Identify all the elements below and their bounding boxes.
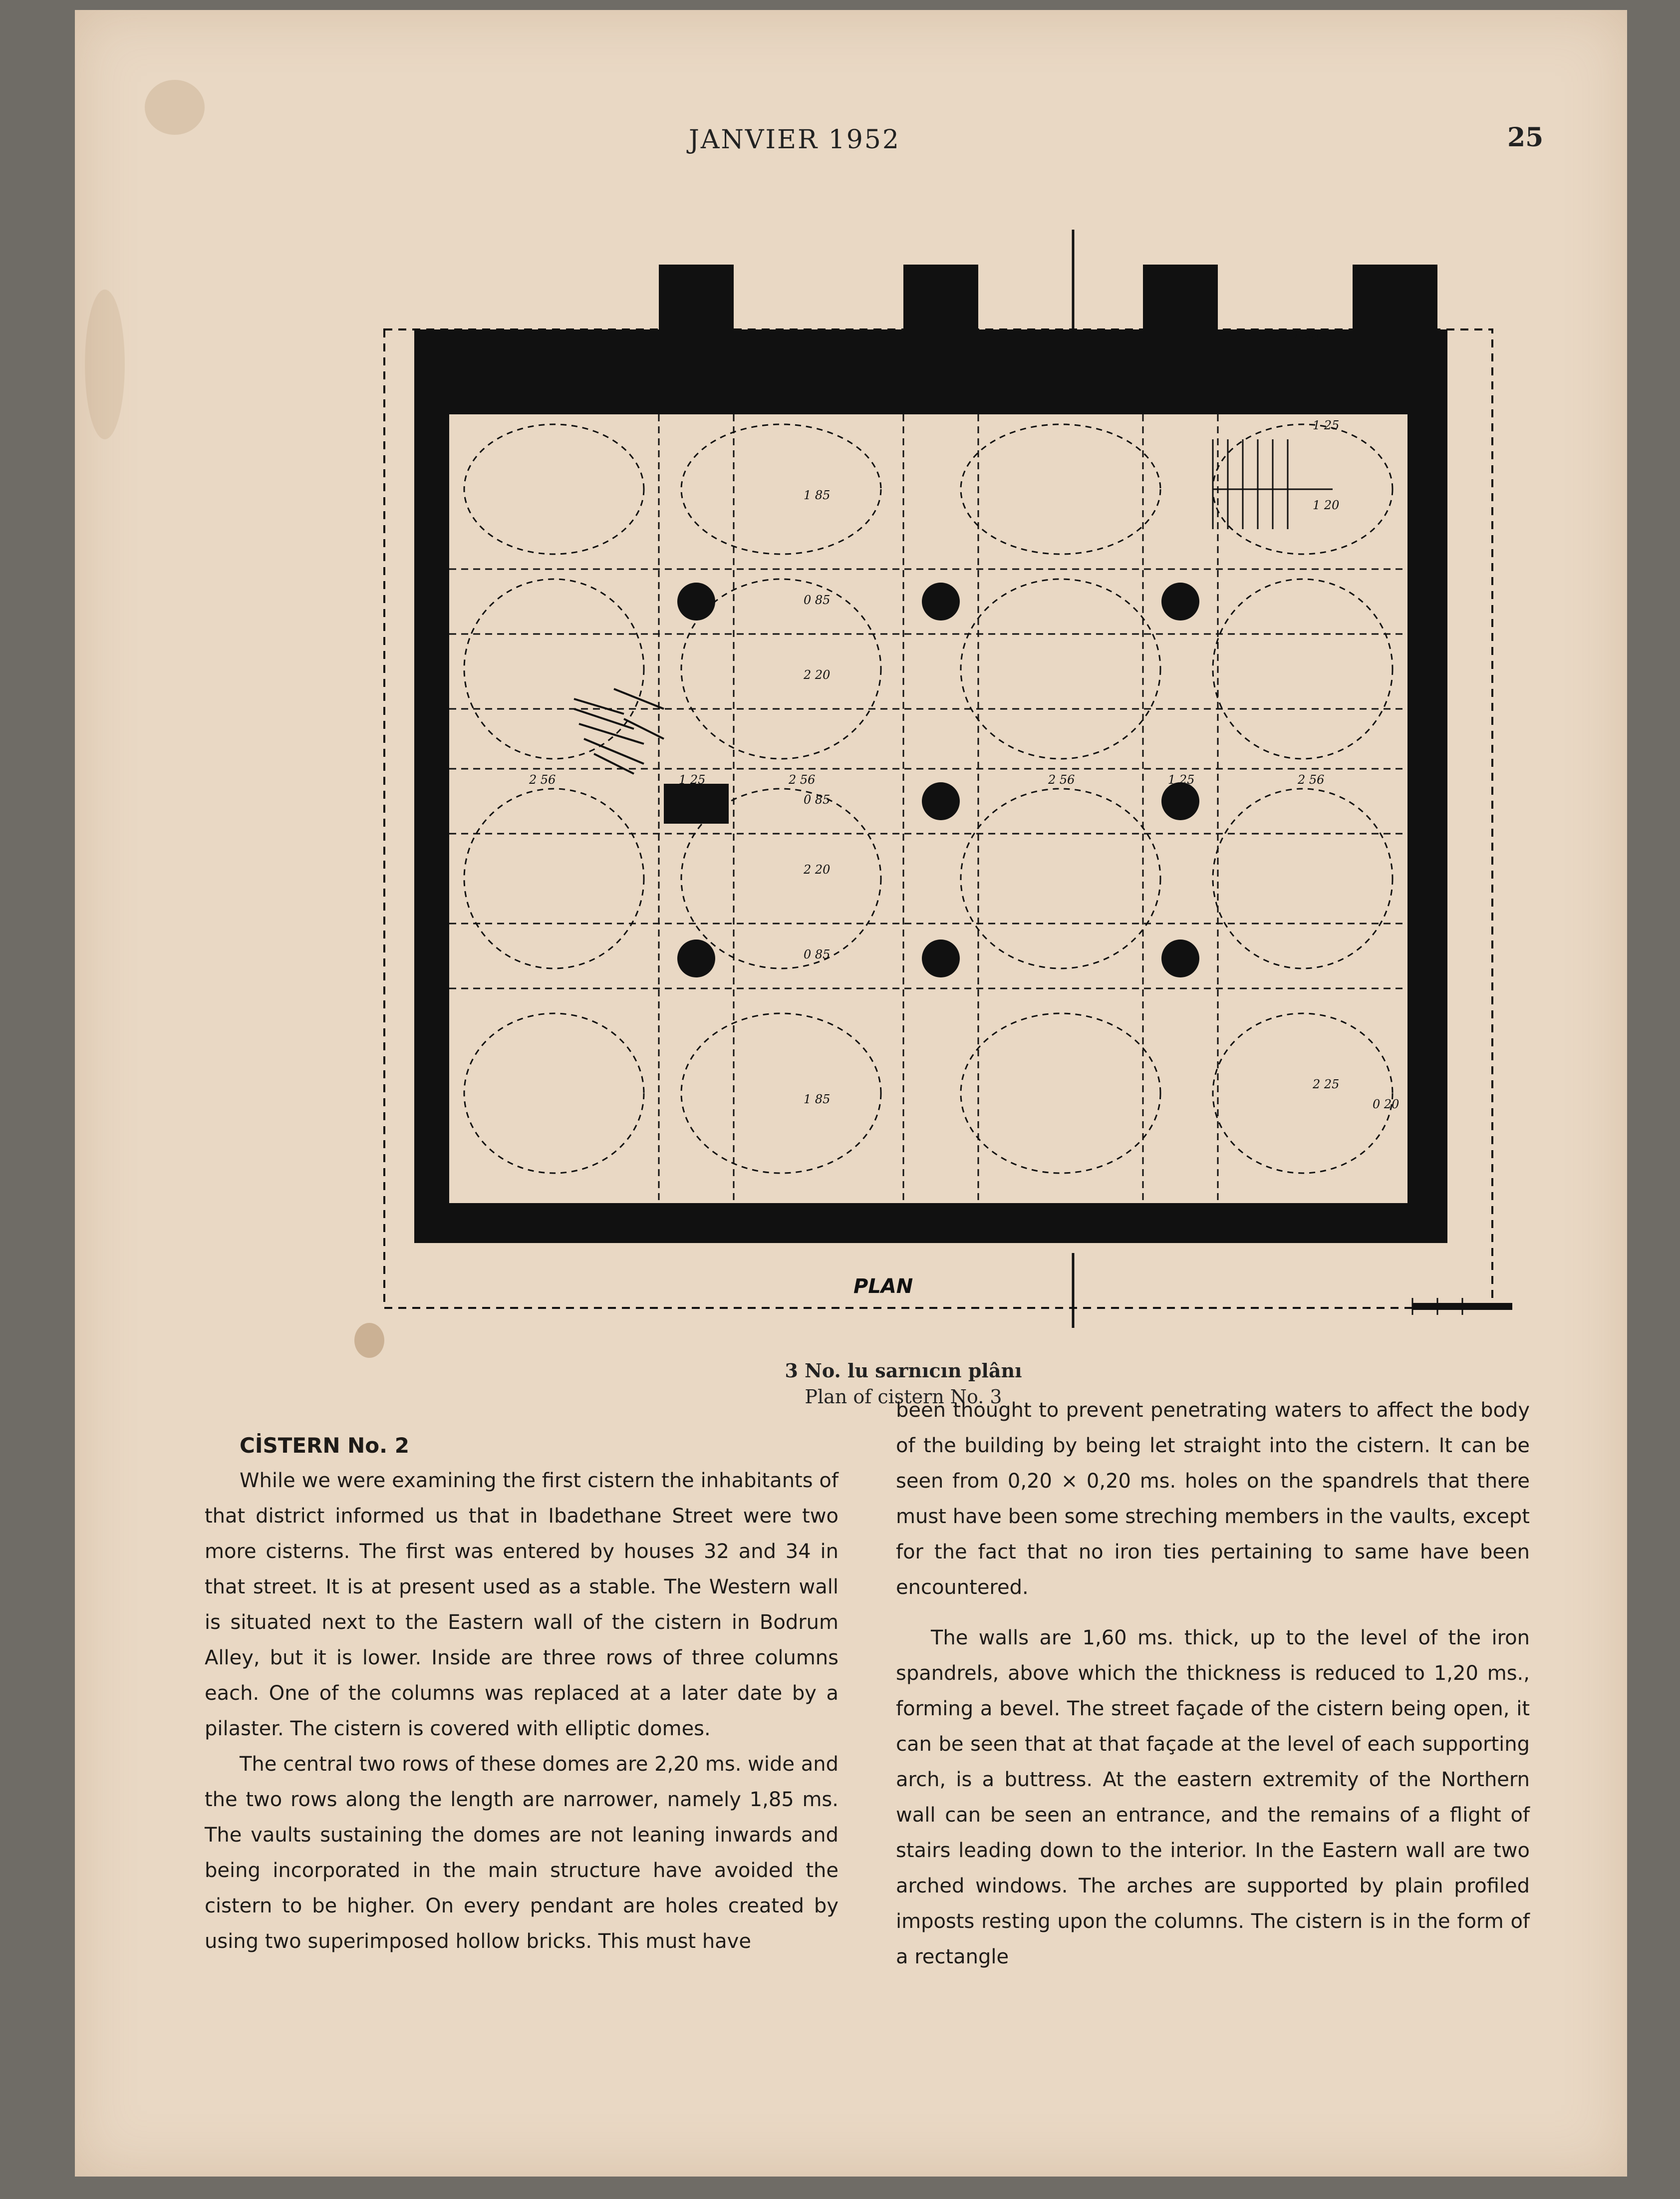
page-number: 25	[1507, 122, 1544, 153]
issue-title: JANVIER 1952	[689, 125, 900, 155]
paragraph: The walls are 1,60 ms. thick, up to the level of the iron spandrels, above which the thickness is reduced to 1,20 ms., forming a bevel. The street façade of the cistern being open, it can be seen that at that façade at the level of each supporting arch, is a buttress. At the eastern extremity of the Northern wall can be seen an entrance, and the remains of a flight of stairs leading down to the interior. In the Eastern wall are two arched windows. The arches are supported by plain profiled imposts resting upon the columns. The cistern is in the form of a rectangle	[896, 1626, 1530, 1968]
dimension-label: 1 25	[679, 773, 706, 787]
paragraph: been thought to prevent penetrating waters to affect the body of the building by being let straight into the cistern. It can be seen from 0,20 × 0,20 ms. holes on the spandrels that there must have been some streching members in the vaults, except for the fact that no iron ties pertaining to same have been encountered.	[896, 1399, 1530, 1599]
cistern-plan-figure	[364, 210, 1522, 1358]
paragraph: While we were examining the first cistern the inhabitants of that district informed us that in Ibadethane Street were two more cisterns. The first was entered by houses 32 and 34 in that street. It is at present used as a stable. The Western wall is situated next to the Eastern wall of the cistern in Bodrum Alley, but it is lower. Inside are three rows of three columns each. One of the columns was replaced at a later date by a pilaster. The cistern is covered with elliptic domes.	[205, 1469, 839, 1740]
dimension-label: 2 56	[789, 773, 816, 787]
stain-mark	[145, 80, 205, 135]
caption-english: Plan of cistern No. 3	[805, 1386, 1002, 1408]
dimension-label: 1 25	[1313, 418, 1340, 432]
right-column	[896, 1393, 1530, 1975]
dimension-label: 0 85	[804, 593, 831, 607]
section-heading: CİSTERN No. 2	[240, 1433, 409, 1458]
scale-bar	[1412, 1298, 1512, 1315]
dimension-label: 2 56	[1048, 773, 1075, 787]
dimension-label: 1 25	[1168, 773, 1195, 787]
dimension-label: 2 20	[804, 863, 831, 877]
dimension-label: 0 85	[804, 793, 831, 807]
dimension-label: 1 20	[1313, 498, 1340, 512]
document-page	[75, 10, 1627, 2177]
stain-mark	[85, 290, 125, 439]
dimension-label: 1 85	[804, 1092, 831, 1106]
dimension-label: 2 20	[804, 668, 831, 682]
dimension-label: 2 56	[529, 773, 556, 787]
paragraph: The central two rows of these domes are 2,20 ms. wide and the two rows along the length are narrower, namely 1,85 ms. The vaults sustaining the domes are not leaning inwards and being incorporated in the main structure have avoided the cistern to be higher. On every pendant are holes created by using two superimposed hollow bricks. This must have	[205, 1753, 839, 1953]
dimension-label: 2 56	[1298, 773, 1325, 787]
dimension-label: 0 20	[1373, 1097, 1400, 1111]
plan-label: PLAN	[853, 1275, 913, 1298]
dimension-label: 2 25	[1313, 1077, 1340, 1091]
dimension-label: 1 85	[804, 488, 831, 502]
dimension-label: 1 20	[1293, 328, 1320, 342]
plan-drawing	[364, 210, 1522, 1358]
dimension-label: 0 85	[804, 947, 831, 961]
caption-turkish: 3 No. lu sarnıcın plânı	[785, 1359, 1022, 1382]
left-column	[205, 1428, 839, 1959]
